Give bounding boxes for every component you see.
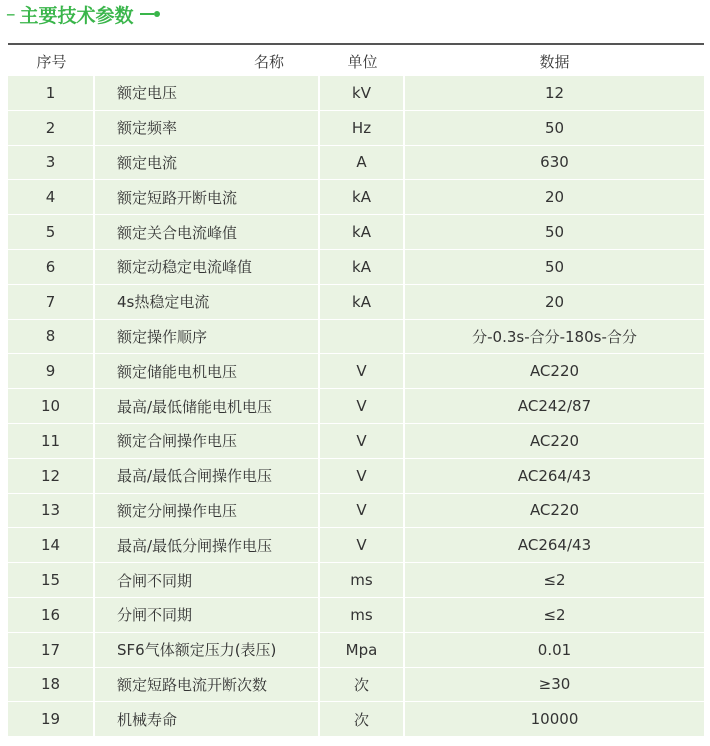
cell-index: 9: [8, 354, 95, 389]
cell-value: 50: [405, 215, 704, 250]
cell-name: 4s热稳定电流: [95, 285, 320, 320]
cell-value: 12: [405, 76, 704, 111]
cell-index: 16: [8, 598, 95, 633]
cell-unit: 次: [320, 668, 405, 703]
cell-name: 最高/最低分闸操作电压: [95, 528, 320, 563]
cell-unit: kA: [320, 250, 405, 285]
cell-name: 额定短路电流开断次数: [95, 668, 320, 703]
cell-value: AC220: [405, 354, 704, 389]
cell-index: 17: [8, 633, 95, 668]
cell-index: 3: [8, 146, 95, 181]
cell-name: 额定电流: [95, 146, 320, 181]
cell-value: 20: [405, 180, 704, 215]
cell-value: 50: [405, 250, 704, 285]
cell-unit: Mpa: [320, 633, 405, 668]
parameters-table: [8, 46, 704, 737]
cell-unit: V: [320, 389, 405, 424]
cell-unit: kA: [320, 285, 405, 320]
cell-index: 7: [8, 285, 95, 320]
col-header-unit: 单位: [347, 52, 378, 71]
cell-unit: ms: [320, 598, 405, 633]
cell-unit: V: [320, 494, 405, 529]
cell-index: 4: [8, 180, 95, 215]
cell-index: 13: [8, 494, 95, 529]
cell-index: 14: [8, 528, 95, 563]
section-header: [6, 0, 160, 28]
cell-index: 15: [8, 563, 95, 598]
cell-value: AC264/43: [405, 459, 704, 494]
cell-value: AC242/87: [405, 389, 704, 424]
cell-unit: kV: [320, 76, 405, 111]
cell-unit: ms: [320, 563, 405, 598]
cell-value: AC264/43: [405, 528, 704, 563]
cell-index: 1: [8, 76, 95, 111]
cell-name: SF6气体额定压力(表压): [95, 633, 320, 668]
cell-name: 最高/最低合闸操作电压: [95, 459, 320, 494]
cell-unit: kA: [320, 215, 405, 250]
cell-unit: V: [320, 528, 405, 563]
cell-index: 5: [8, 215, 95, 250]
cell-unit: A: [320, 146, 405, 181]
cell-index: 12: [8, 459, 95, 494]
cell-name: 额定电压: [95, 76, 320, 111]
cell-value: 50: [405, 111, 704, 146]
col-header-value: 数据: [539, 52, 570, 71]
cell-name: 额定储能电机电压: [95, 354, 320, 389]
header-dot-icon: [154, 11, 160, 17]
cell-index: 18: [8, 668, 95, 703]
cell-name: 机械寿命: [95, 702, 320, 737]
cell-name: 合闸不同期: [95, 563, 320, 598]
cell-name: 额定操作顺序: [95, 320, 320, 355]
cell-value: AC220: [405, 424, 704, 459]
cell-index: 19: [8, 702, 95, 737]
cell-value: ≥30: [405, 668, 704, 703]
cell-value: ≤2: [405, 598, 704, 633]
header-title: 主要技术参数: [19, 4, 134, 27]
cell-value: 630: [405, 146, 704, 181]
header-dash: –: [6, 3, 16, 25]
cell-value: 20: [405, 285, 704, 320]
cell-index: 10: [8, 389, 95, 424]
col-header-index: 序号: [36, 52, 67, 71]
cell-name: 额定合闸操作电压: [95, 424, 320, 459]
cell-value: 分-0.3s-合分-180s-合分: [405, 320, 704, 355]
cell-unit: Hz: [320, 111, 405, 146]
cell-unit: V: [320, 424, 405, 459]
cell-name: 额定动稳定电流峰值: [95, 250, 320, 285]
table-top-rule: [8, 43, 704, 45]
cell-value: AC220: [405, 494, 704, 529]
cell-name: 额定分闸操作电压: [95, 494, 320, 529]
cell-name: 额定短路开断电流: [95, 180, 320, 215]
header-line: [140, 13, 154, 15]
cell-value: 0.01: [405, 633, 704, 668]
cell-value: ≤2: [405, 563, 704, 598]
cell-name: 最高/最低储能电机电压: [95, 389, 320, 424]
cell-unit: V: [320, 354, 405, 389]
cell-index: 2: [8, 111, 95, 146]
cell-index: 11: [8, 424, 95, 459]
cell-index: 8: [8, 320, 95, 355]
cell-unit: V: [320, 459, 405, 494]
cell-name: 分闸不同期: [95, 598, 320, 633]
cell-value: 10000: [405, 702, 704, 737]
cell-name: 额定关合电流峰值: [95, 215, 320, 250]
col-header-name: 名称: [253, 52, 284, 71]
cell-unit: 次: [320, 702, 405, 737]
cell-name: 额定频率: [95, 111, 320, 146]
cell-unit: [320, 320, 405, 355]
cell-index: 6: [8, 250, 95, 285]
cell-unit: kA: [320, 180, 405, 215]
